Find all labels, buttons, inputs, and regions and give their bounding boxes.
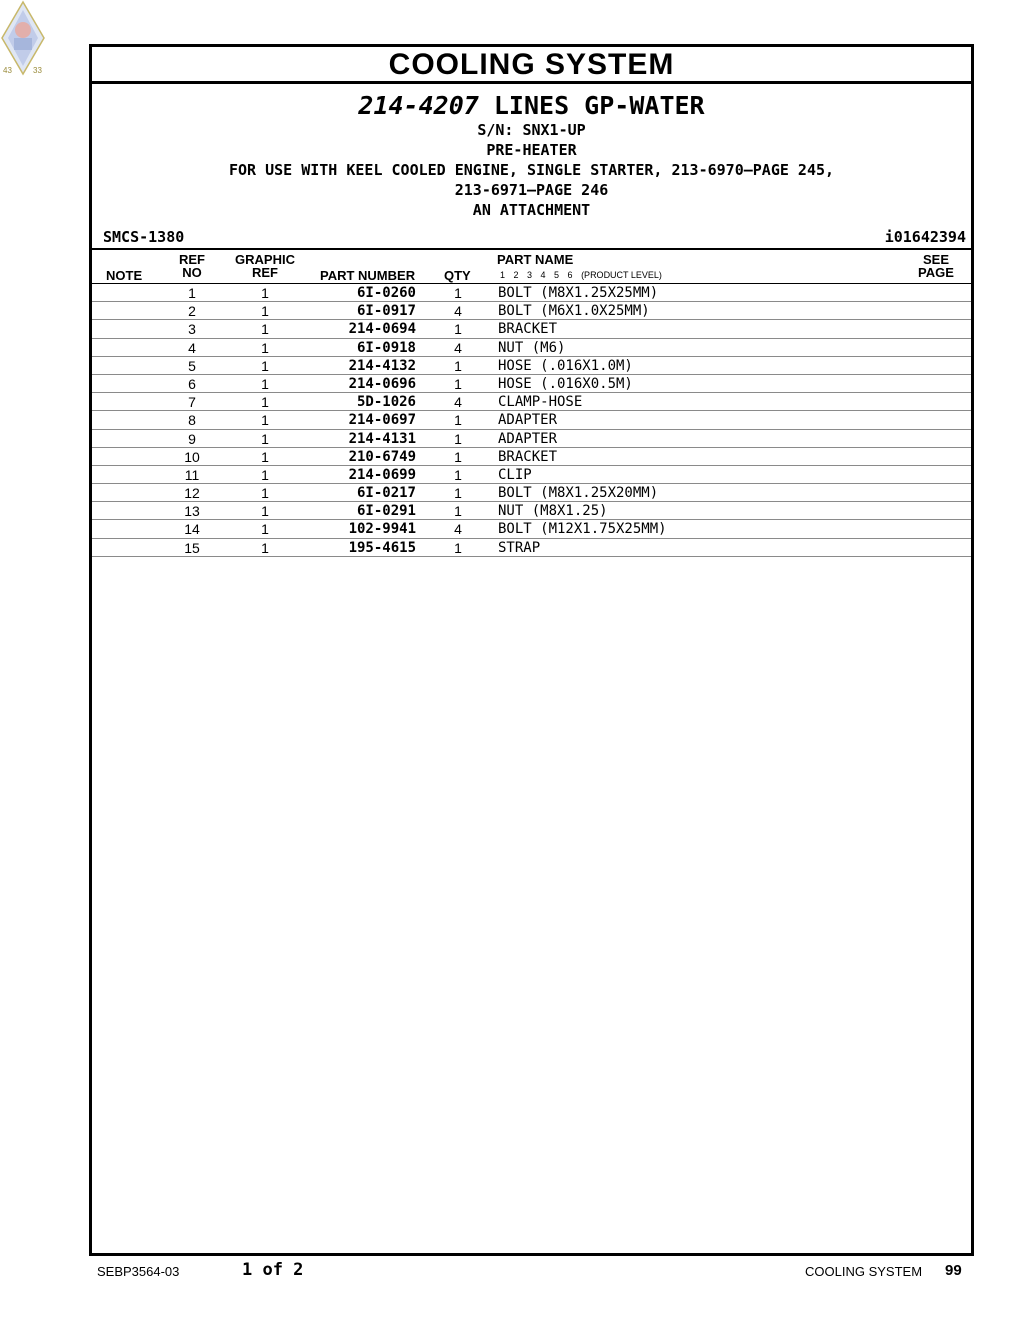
table-row — [92, 393, 971, 411]
part-name-cell: NUT (M8X1.25) — [498, 503, 608, 520]
part-name-cell: ADAPTER — [498, 430, 558, 447]
table-row — [92, 502, 971, 520]
heading-line-1: PRE-HEATER — [486, 141, 577, 159]
table-row — [92, 357, 971, 375]
graphic-ref-cell: 1 — [261, 503, 269, 520]
graphic-ref-cell: 1 — [261, 357, 269, 374]
graphic-ref-cell: 1 — [261, 448, 269, 465]
table-row — [92, 520, 971, 538]
ref-no-cell: 2 — [188, 303, 196, 320]
part-number-cell: 214-0696 — [348, 375, 416, 392]
part-name-cell: BRACKET — [498, 321, 558, 338]
qty-cell: 1 — [454, 357, 462, 374]
table-row — [92, 430, 971, 448]
ref-no-cell: 7 — [188, 394, 196, 411]
part-name-cell: ADAPTER — [498, 412, 558, 429]
table-row — [92, 448, 971, 466]
ref-no-cell: 14 — [184, 521, 200, 538]
part-number-cell: 6I-0917 — [356, 303, 416, 320]
part-number-cell: 195-4615 — [348, 539, 416, 556]
ref-no-cell: 1 — [188, 285, 196, 301]
col-ref-bottom: NO — [182, 265, 202, 280]
part-number-cell: 6I-0291 — [356, 503, 416, 520]
ref-no-cell: 3 — [188, 321, 196, 338]
graphic-ref-cell: 1 — [261, 394, 269, 411]
group-title — [92, 92, 971, 120]
ref-no-cell: 15 — [184, 539, 200, 556]
qty-cell: 1 — [454, 466, 462, 483]
qty-cell: 4 — [454, 339, 462, 356]
parts-table-header — [92, 248, 971, 284]
ref-no-cell: 9 — [188, 430, 196, 447]
part-number-cell: 5D-1026 — [356, 394, 416, 411]
qty-cell: 1 — [454, 448, 462, 465]
table-row — [92, 320, 971, 338]
col-qty: QTY — [444, 268, 471, 283]
ref-no-cell: 13 — [184, 503, 200, 520]
ref-no-cell: 12 — [184, 485, 200, 502]
qty-cell: 4 — [454, 394, 462, 411]
qty-cell: 1 — [454, 503, 462, 520]
publisher-logo — [0, 0, 46, 78]
product-levels — [500, 270, 662, 280]
table-row — [92, 411, 971, 429]
col-graphic-top: GRAPHIC — [235, 252, 295, 267]
part-name-cell: BOLT (M8X1.25X25MM) — [498, 285, 659, 301]
ref-no-cell: 6 — [188, 375, 196, 392]
product-level-label: (PRODUCT LEVEL) — [581, 270, 662, 280]
part-number-cell: 214-0699 — [348, 466, 416, 483]
part-number-cell: 214-0694 — [348, 321, 416, 338]
graphic-ref-cell: 1 — [261, 412, 269, 429]
page-of: 1 of 2 — [242, 1260, 304, 1280]
graphic-ref-cell: 1 — [261, 303, 269, 320]
smcs-code: SMCS-1380 — [103, 228, 185, 246]
logo-left-number: 43 — [3, 66, 12, 75]
page-number: 99 — [945, 1262, 962, 1279]
table-row — [92, 466, 971, 484]
part-name-cell: CLIP — [498, 466, 532, 483]
col-see-bottom: PAGE — [918, 265, 954, 280]
graphic-ref-cell: 1 — [261, 521, 269, 538]
part-name-cell: BRACKET — [498, 448, 558, 465]
parts-page-frame — [89, 44, 974, 1256]
smcs-row — [92, 224, 971, 248]
graphic-ref-cell: 1 — [261, 339, 269, 356]
page-footer — [0, 1260, 1020, 1284]
part-number-cell: 214-4131 — [348, 430, 416, 447]
table-row — [92, 302, 971, 320]
part-name-cell: BOLT (M12X1.75X25MM) — [498, 521, 667, 538]
part-name-cell: STRAP — [498, 539, 541, 556]
section-title: COOLING SYSTEM — [388, 48, 675, 81]
qty-cell: 1 — [454, 285, 462, 301]
graphic-ref-cell: 1 — [261, 375, 269, 392]
col-note: NOTE — [106, 268, 143, 283]
col-graphic-bottom: REF — [252, 265, 278, 280]
heading-line-4: AN ATTACHMENT — [472, 201, 591, 219]
table-row — [92, 339, 971, 357]
col-see-top: SEE — [922, 252, 949, 267]
ref-no-cell: 4 — [188, 339, 196, 356]
qty-cell: 1 — [454, 485, 462, 502]
product-level-numbers: 1 2 3 4 5 6 — [500, 270, 573, 280]
qty-cell: 1 — [454, 430, 462, 447]
part-number-cell: 6I-0217 — [356, 485, 416, 502]
qty-cell: 1 — [454, 321, 462, 338]
heading-line-3: 213-6971—PAGE 246 — [454, 181, 609, 199]
qty-cell: 4 — [454, 303, 462, 320]
heading-line-2: FOR USE WITH KEEL COOLED ENGINE, SINGLE STARTER, 213-6970—PAGE 245, — [228, 161, 835, 179]
table-row — [92, 484, 971, 502]
part-number-cell: 214-0697 — [348, 412, 416, 429]
group-part-number: 214-4207 — [358, 91, 479, 120]
qty-cell: 1 — [454, 412, 462, 429]
col-see-page — [916, 253, 956, 279]
qty-cell: 4 — [454, 521, 462, 538]
qty-cell: 1 — [454, 539, 462, 556]
footer-section: COOLING SYSTEM — [805, 1264, 923, 1279]
group-part-title: LINES GP-WATER — [493, 91, 705, 120]
part-name-cell: CLAMP-HOSE — [498, 394, 583, 411]
graphic-ref-cell: 1 — [261, 466, 269, 483]
illustration-id: i01642394 — [884, 228, 966, 246]
document-number: SEBP3564-03 — [97, 1264, 180, 1279]
col-part-number: PART NUMBER — [320, 268, 416, 283]
col-ref-top: REF — [179, 252, 205, 267]
table-row — [92, 284, 971, 302]
col-ref-no — [177, 253, 207, 279]
section-title-bar — [92, 47, 971, 84]
qty-cell: 1 — [454, 375, 462, 392]
part-number-cell: 210-6749 — [348, 448, 416, 465]
ref-no-cell: 11 — [184, 466, 200, 483]
ref-no-cell: 8 — [188, 412, 196, 429]
graphic-ref-cell: 1 — [261, 430, 269, 447]
graphic-ref-cell: 1 — [261, 321, 269, 338]
col-graphic-ref — [232, 253, 298, 279]
part-name-cell: NUT (M6) — [498, 339, 566, 356]
ref-no-cell: 10 — [184, 448, 200, 465]
graphic-ref-cell: 1 — [261, 485, 269, 502]
part-name-cell: HOSE (.016X1.0M) — [498, 357, 633, 374]
table-row — [92, 539, 971, 557]
serial-number: S/N: SNX1-UP — [477, 121, 586, 139]
part-number-cell: 6I-0918 — [356, 339, 416, 356]
part-name-cell: BOLT (M6X1.0X25MM) — [498, 303, 650, 320]
part-number-cell: 214-4132 — [348, 357, 416, 374]
logo-right-number: 33 — [33, 66, 42, 75]
graphic-ref-cell: 1 — [261, 539, 269, 556]
ref-no-cell: 5 — [188, 357, 196, 374]
part-name-cell: BOLT (M8X1.25X20MM) — [498, 485, 659, 502]
part-number-cell: 6I-0260 — [356, 285, 416, 301]
col-part-name: PART NAME — [497, 252, 574, 267]
graphic-ref-cell: 1 — [261, 285, 269, 301]
parts-table-body — [92, 284, 971, 557]
table-row — [92, 375, 971, 393]
group-heading — [92, 84, 971, 220]
part-name-cell: HOSE (.016X0.5M) — [498, 375, 633, 392]
part-number-cell: 102-9941 — [348, 521, 416, 538]
